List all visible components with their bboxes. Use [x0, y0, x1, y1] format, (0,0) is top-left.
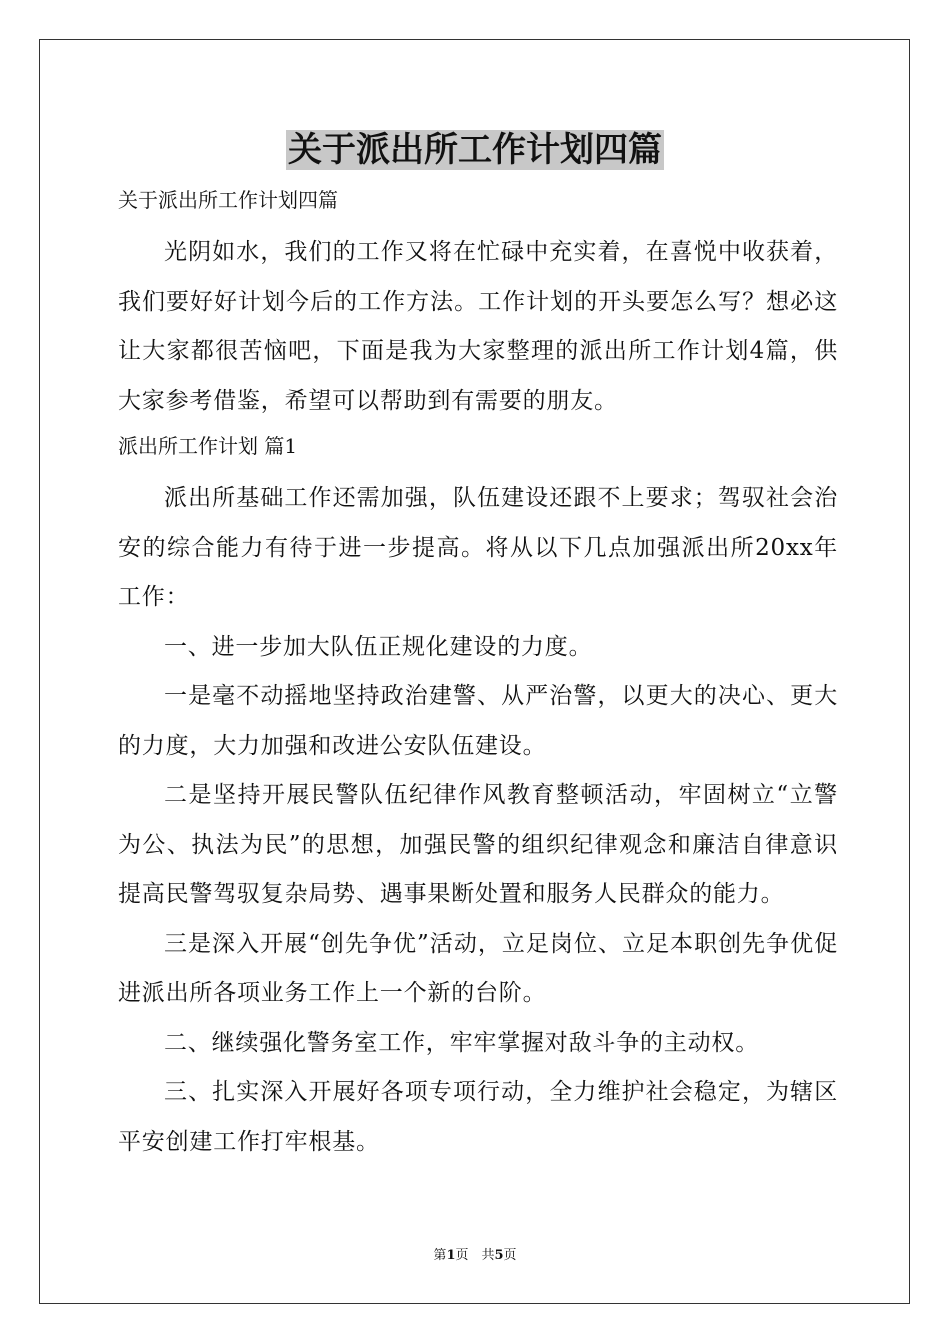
paragraph: 二、继续强化警务室工作，牢牢掌握对敌斗争的主动权。 [164, 1029, 759, 1056]
paragraph: 一、进一步加大队伍正规化建设的力度。 [164, 633, 593, 660]
section-heading: 派出所工作计划 篇1 [118, 434, 298, 458]
footer-page-prefix: 第 [433, 1248, 447, 1263]
document-body [118, 180, 838, 1167]
paragraph: 派出所基础工作还需加强，队伍建设还跟不上要求；驾驭社会治安的综合能力有待于进一步提高。将从以下几点加强派出所20xx年工作： [118, 485, 838, 610]
paragraph: 三、扎实深入开展好各项专项行动，全力维护社会稳定，为辖区平安创建工作打牢根基。 [118, 1079, 838, 1155]
footer-current-page: 1 [446, 1248, 456, 1263]
page-footer [0, 1247, 950, 1265]
document-title [0, 128, 950, 172]
intro-paragraph: 光阴如水，我们的工作又将在忙碌中充实着，在喜悦中收获着，我们要好好计划今后的工作方法。工作计划的开头要怎么写？想必这让大家都很苦恼吧，下面是我为大家整理的派出所工作计划4篇，供大家参考借鉴，希望可以帮助到有需要的朋友。 [118, 239, 838, 414]
footer-total-pages: 5 [494, 1248, 504, 1263]
paragraph: 二是坚持开展民警队伍纪律作风教育整顿活动，牢固树立“立警为公、执法为民”的思想，加强民警的组织纪律观念和廉洁自律意识提高民警驾驭复杂局势、遇事果断处置和服务人民群众的能力。 [118, 782, 838, 907]
document-title-text: 关于派出所工作计划四篇 [288, 130, 662, 170]
paragraph: 一是毫不动摇地坚持政治建警、从严治警，以更大的决心、更大的力度，大力加强和改进公安队伍建设。 [118, 683, 838, 759]
document-subtitle: 关于派出所工作计划四篇 [118, 188, 338, 212]
footer-page-suffix: 页 [503, 1248, 517, 1263]
footer-page-mid: 页 共 [455, 1248, 495, 1263]
paragraph: 三是深入开展“创先争优”活动，立足岗位、立足本职创先争优促进派出所各项业务工作上一个新的台阶。 [118, 930, 838, 1006]
